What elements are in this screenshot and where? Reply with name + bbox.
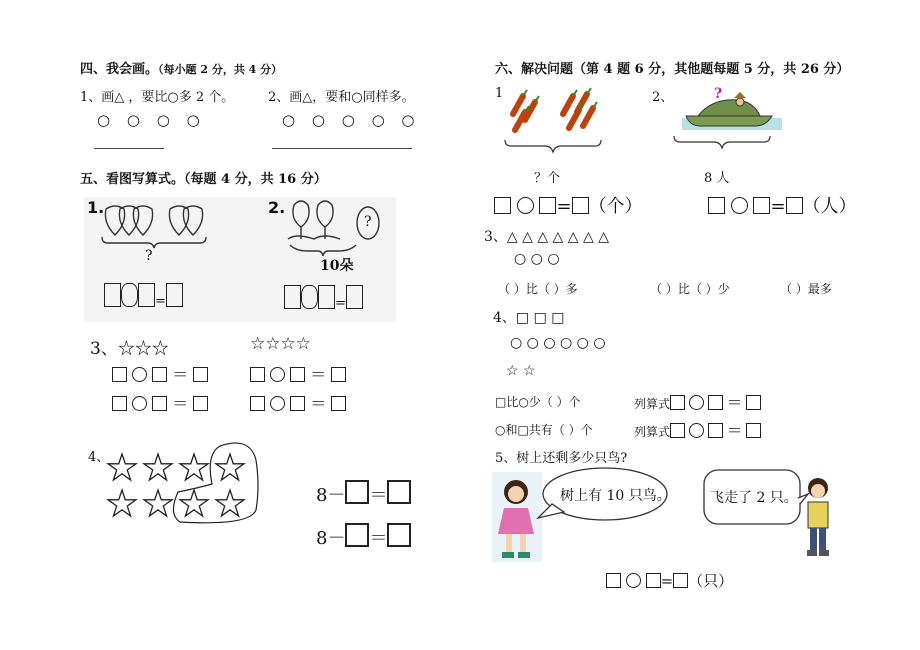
brace-icon bbox=[672, 134, 772, 154]
sec5-img2-number: 2. bbox=[268, 198, 286, 217]
star-group-illustration bbox=[100, 440, 270, 530]
sec6-q4-line1[interactable]: □比○少（ ）个 bbox=[495, 395, 581, 409]
sec6-q5-equation: = （只） bbox=[606, 570, 733, 591]
answer-box[interactable] bbox=[290, 396, 305, 411]
sec4-q2-circles: ○ ○ ○ ○ ○ bbox=[282, 111, 421, 129]
sec6-q2-label: 8 人 bbox=[704, 171, 730, 186]
answer-box[interactable] bbox=[104, 283, 121, 307]
sec6-q3-compare-less[interactable]: （ ）比（ ）少 bbox=[650, 282, 730, 296]
sec6-q3-most[interactable]: （ ）最多 bbox=[780, 282, 832, 296]
section6-title: 六、解决问题（第 4 题 6 分，其他题每题 5 分，共 26 分） bbox=[495, 62, 850, 77]
operator-circle[interactable] bbox=[517, 197, 534, 214]
sec6-q4-equation-1: 列算式 ＝ bbox=[634, 390, 761, 413]
sec6-q4-squares: 4、□ □ □ bbox=[493, 310, 565, 326]
answer-box[interactable] bbox=[250, 396, 265, 411]
answer-box[interactable] bbox=[708, 197, 725, 214]
sec5-img1-equation: = bbox=[104, 283, 183, 309]
operator-circle[interactable] bbox=[270, 396, 285, 411]
operator-circle[interactable] bbox=[301, 285, 318, 309]
sec6-q3-circles: ○ ○ ○ bbox=[514, 251, 560, 267]
answer-box[interactable] bbox=[670, 395, 685, 410]
sec5-img1-number: 1. bbox=[87, 198, 105, 217]
answer-box[interactable] bbox=[152, 367, 167, 382]
sec5-q3-stars: 3、☆☆☆ bbox=[90, 339, 169, 359]
sec5-img2-question: ? bbox=[364, 214, 372, 230]
sec6-q4-circles: ○ ○ ○ ○ ○ ○ bbox=[510, 335, 606, 351]
answer-box[interactable] bbox=[572, 197, 589, 214]
sec4-q2-answer-line[interactable] bbox=[272, 148, 412, 149]
sec4-q1-text: 1、画△ ，要比○多 2 个。 bbox=[80, 90, 235, 105]
operator-circle[interactable] bbox=[270, 367, 285, 382]
sec5-q3-stars-b: ☆☆☆☆ bbox=[250, 334, 311, 354]
sec6-q3-triangles: 3、△ △ △ △ △ △ △ bbox=[484, 229, 609, 245]
sec6-q4-stars: ☆ ☆ bbox=[506, 363, 536, 379]
sec5-img1-question: ? bbox=[145, 248, 153, 264]
sec6-q5-text: 5、树上还剩多少只鸟? bbox=[495, 451, 628, 466]
sec6-q2-question: ? bbox=[714, 86, 723, 102]
answer-box[interactable] bbox=[284, 285, 301, 309]
answer-box[interactable] bbox=[318, 285, 335, 309]
operator-circle[interactable] bbox=[731, 197, 748, 214]
sec5-img2-equation: = bbox=[284, 285, 363, 311]
answer-box[interactable] bbox=[746, 423, 761, 438]
sec5-q4-equation-2: 8－ ＝ bbox=[316, 523, 411, 550]
operator-circle[interactable] bbox=[689, 423, 704, 438]
sec5-q4-equation-1: 8－ ＝ bbox=[316, 480, 411, 507]
answer-box[interactable] bbox=[138, 283, 155, 307]
sec4-q2-text: 2、画△，要和○同样多。 bbox=[268, 90, 415, 105]
answer-box[interactable] bbox=[387, 523, 411, 547]
sec6-q1-label: ？个 bbox=[534, 171, 561, 186]
answer-box[interactable] bbox=[746, 395, 761, 410]
answer-box[interactable] bbox=[152, 396, 167, 411]
answer-box[interactable] bbox=[345, 480, 369, 504]
answer-box[interactable] bbox=[345, 523, 369, 547]
answer-box[interactable] bbox=[539, 197, 556, 214]
answer-box[interactable] bbox=[708, 395, 723, 410]
sec4-q1-answer-line[interactable] bbox=[94, 148, 164, 149]
answer-box[interactable] bbox=[193, 396, 208, 411]
answer-box[interactable] bbox=[646, 573, 661, 588]
answer-box[interactable] bbox=[786, 197, 803, 214]
answer-box[interactable] bbox=[670, 423, 685, 438]
answer-box[interactable] bbox=[708, 423, 723, 438]
sec5-q3-equation-2: ＝ bbox=[250, 362, 346, 385]
answer-box[interactable] bbox=[193, 367, 208, 382]
answer-box[interactable] bbox=[346, 285, 363, 309]
brace-icon bbox=[503, 138, 603, 158]
operator-circle[interactable] bbox=[689, 395, 704, 410]
sec5-q3-equation-1: ＝ bbox=[112, 362, 208, 385]
answer-box[interactable] bbox=[250, 367, 265, 382]
sec5-q3-equation-4: ＝ bbox=[250, 391, 346, 414]
carrot-illustration bbox=[503, 88, 613, 138]
answer-box[interactable] bbox=[290, 367, 305, 382]
answer-box[interactable] bbox=[494, 197, 511, 214]
sec6-q1-number: 1 bbox=[495, 86, 504, 101]
sec6-q2-number: 2、 bbox=[652, 90, 674, 105]
answer-box[interactable] bbox=[166, 283, 183, 307]
bubble-2-text: 飞走了 2 只。 bbox=[710, 490, 798, 506]
answer-box[interactable] bbox=[387, 480, 411, 504]
operator-circle[interactable] bbox=[132, 396, 147, 411]
operator-circle[interactable] bbox=[626, 573, 641, 588]
sec5-q4-label: 4、 bbox=[88, 450, 110, 465]
answer-box[interactable] bbox=[606, 573, 621, 588]
answer-box[interactable] bbox=[331, 367, 346, 382]
boy-illustration bbox=[798, 476, 838, 561]
sec6-q4-line2[interactable]: ○和□共有（ ）个 bbox=[495, 423, 593, 437]
section5-title: 五、看图写算式。（每题 4 分，共 16 分） bbox=[80, 172, 327, 187]
sec6-q4-equation-2: 列算式 ＝ bbox=[634, 418, 761, 441]
answer-box[interactable] bbox=[112, 367, 127, 382]
bubble-1-text: 树上有 10 只鸟。 bbox=[560, 488, 671, 504]
operator-circle[interactable] bbox=[132, 367, 147, 382]
operator-circle[interactable] bbox=[121, 283, 138, 307]
sec6-q1-equation: = （个） bbox=[494, 192, 643, 218]
answer-box[interactable] bbox=[331, 396, 346, 411]
answer-box[interactable] bbox=[753, 197, 770, 214]
answer-box[interactable] bbox=[673, 573, 688, 588]
section4-title: 四、我会画。（每小题 2 分，共 4 分） bbox=[80, 62, 283, 77]
boat-illustration bbox=[680, 86, 790, 136]
answer-box[interactable] bbox=[112, 396, 127, 411]
sec6-q2-equation: = （人） bbox=[708, 192, 857, 218]
sec6-q3-compare-more[interactable]: （ ）比（ ）多 bbox=[498, 282, 578, 296]
sec4-q1-circles: ○ ○ ○ ○ bbox=[97, 111, 206, 129]
sec5-q3-equation-3: ＝ bbox=[112, 391, 208, 414]
sec5-img2-total: 10朵 bbox=[320, 258, 354, 274]
